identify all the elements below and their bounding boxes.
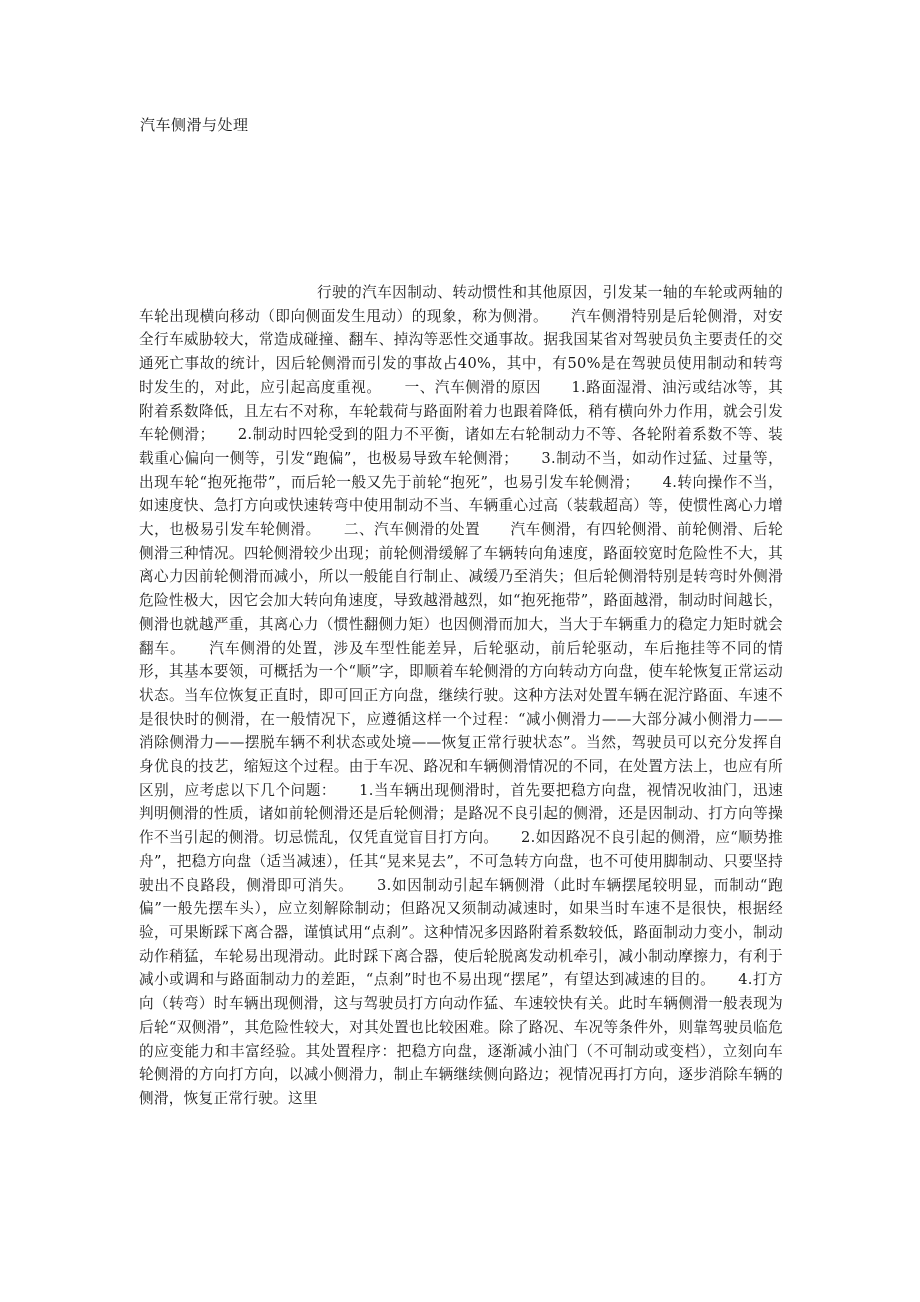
document-title: 汽车侧滑与处理 bbox=[140, 116, 249, 134]
document-body-text: 行驶的汽车因制动、转动惯性和其他原因，引发某一轴的车轮或两轴的车轮出现横向移动（即向侧面发生甩动）的现象，称为侧滑。 汽车侧滑特别是后轮侧滑，对安全行车威胁较大，常造成碰撞、翻车、掉沟等恶性交通事故。据我国某省对驾驶员负主要责任的交通死亡事故的统计，因后轮侧滑而引发的事故占40%，其中，有50%是在驾驶员使用制动和转弯时发生的，对此，应引起高度重视。 一、汽车侧滑的原因 1.路面湿滑、油污或结冰等，其附着系数降低，且左右不对称，车轮载荷与路面附着力也跟着降低，稍有横向外力作用，就会引发车轮侧滑； 2.制动时四轮受到的阻力不平衡，诸如左右轮制动力不等、各轮附着系数不等、装载重心偏向一侧等，引发“跑偏”，也极易导致车轮侧滑； 3.制动不当，如动作过猛、过量等，出现车轮“抱死拖带”，而后轮一般又先于前轮“抱死”，也易引发车轮侧滑； 4.转向操作不当，如速度快、急打方向或快速转弯中使用制动不当、车辆重心过高（装载超高）等，使惯性离心力增大，也极易引发车轮侧滑。 二、汽车侧滑的处置 汽车侧滑，有四轮侧滑、前轮侧滑、后轮侧滑三种情况。四轮侧滑较少出现；前轮侧滑缓解了车辆转向角速度，路面较宽时危险性不大，其离心力因前轮侧滑而减小，所以一般能自行制止、减缓乃至消失；但后轮侧滑特别是转弯时外侧滑危险性极大，因它会加大转向角速度，导致越滑越烈，如“抱死拖带”，路面越滑，制动时间越长，侧滑也就越严重，其离心力（惯性翻侧力矩）也因侧滑而加大，当大于车辆重力的稳定力矩时就会翻车。 汽车侧滑的处置，涉及车型性能差异，后轮驱动，前后轮驱动，车后拖挂等不同的情形，其基本要领，可概括为一个“顺”字，即顺着车轮侧滑的方向转动方向盘，使车轮恢复正常运动状态。当车位恢复正直时，即可回正方向盘，继续行驶。这种方法对处置车辆在泥泞路面、车速不是很快时的侧滑，在一般情况下，应遵循这样一个过程：“减小侧滑力——大部分减小侧滑力——消除侧滑力——摆脱车辆不利状态或处境——恢复正常行驶状态”。当然，驾驶员可以充分发挥自身优良的技艺，缩短这个过程。由于车况、路况和车辆侧滑情况的不同，在处置方法上，也应有所区别，应考虑以下几个问题： 1.当车辆出现侧滑时，首先要把稳方向盘，视情况收油门，迅速判明侧滑的性质，诸如前轮侧滑还是后轮侧滑；是路况不良引起的侧滑，还是因制动、打方向等操作不当引起的侧滑。切忌慌乱，仅凭直觉盲目打方向。 2.如因路况不良引起的侧滑，应“顺势推舟”，把稳方向盘（适当减速），任其“晃来晃去”，不可急转方向盘，也不可使用脚制动、只要坚持驶出不良路段，侧滑即可消失。 3.如因制动引起车辆侧滑（此时车辆摆尾较明显，而制动“跑偏”一般先摆车头），应立刻解除制动；但路况又须制动减速时，如果当时车速不是很快，根据经验，可果断踩下离合器，谨慎试用“点刹”。这种情况多因路附着系数较低，路面制动力变小，制动动作稍猛，车轮易出现滑动。此时踩下离合器，使后轮脱离发动机牵引，减小制动摩擦力，有利于减小或调和与路面制动力的差距，“点刹”时也不易出现“摆尾”，有望达到减速的目的。 4.打方向（转弯）时车辆出现侧滑，这与驾驶员打方向动作猛、车速较快有关。此时车辆侧滑一般表现为后轮“双侧滑”，其危险性较大，对其处置也比较困难。除了路况、车况等条件外，则靠驾驶员临危的应变能力和丰富经验。其处置程序：把稳方向盘，逐渐减小油门（不可制动或变档），立刻向车轮侧滑的方向打方向，以减小侧滑力，制止车辆继续侧向路边；视情况再打方向，逐步消除车辆的侧滑，恢复正常行驶。这里 bbox=[139, 284, 783, 1107]
